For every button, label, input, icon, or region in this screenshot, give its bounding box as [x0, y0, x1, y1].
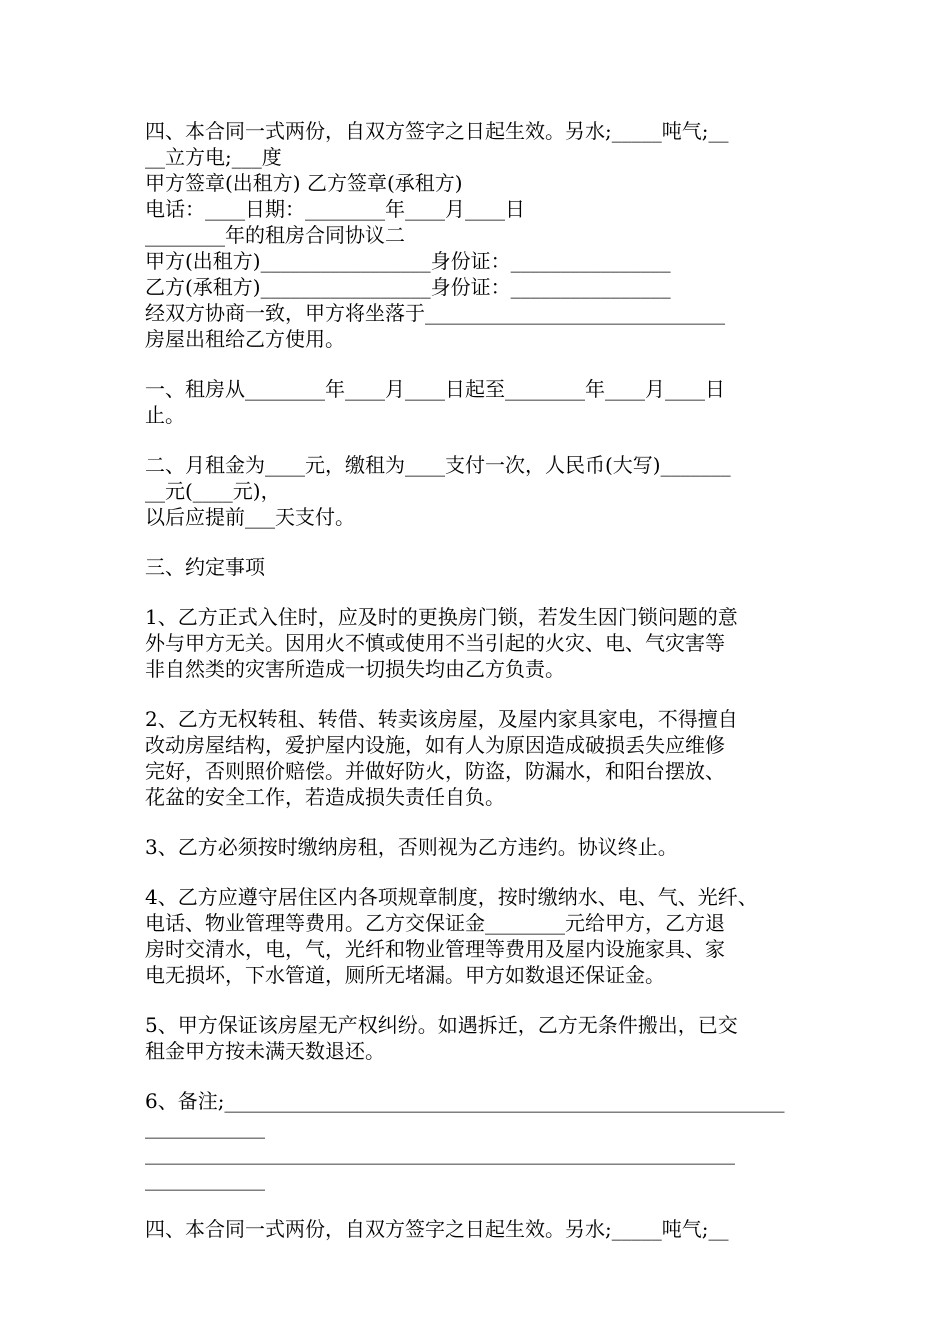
paragraph-gap — [145, 428, 815, 452]
text-line: 甲方签章(出租方) 乙方签章(承租方) — [145, 171, 463, 195]
text-line: 乙方(承租方)_________________身份证：________________ — [145, 275, 671, 299]
text-line: 改动房屋结构，爱护屋内设施，如有人为原因造成破损丢失应维修 — [145, 733, 725, 757]
text-line: 甲方(出租方)_________________身份证：________________ — [145, 249, 671, 273]
text-line: ________年的租房合同协议二 — [145, 223, 405, 247]
text-line: 6、备注;________________________________________________________ — [145, 1089, 785, 1113]
text-line: ____________ — [145, 1167, 265, 1191]
text-line: ___________________________________________________________ — [145, 1141, 735, 1165]
text-line: 租金甲方按未满天数退还。 — [145, 1039, 385, 1063]
text-line: 2、乙方无权转租、转借、转卖该房屋，及屋内家具家电，不得擅自 — [145, 707, 738, 731]
paragraph-gap — [145, 530, 815, 554]
paragraph-gap — [145, 1192, 815, 1216]
paragraph-gap — [145, 580, 815, 604]
text-line: __元(____元)， — [145, 479, 281, 503]
paragraph-gap — [145, 352, 815, 376]
text-line: __立方电;___度 — [145, 145, 282, 169]
text-line: 3、乙方必须按时缴纳房租，否则视为乙方违约。协议终止。 — [145, 835, 678, 859]
paragraph-gap — [145, 810, 815, 834]
text-line: 房屋出租给乙方使用。 — [145, 327, 345, 351]
text-line: 5、甲方保证该房屋无产权纠纷。如遇拆迁，乙方无条件搬出，已交 — [145, 1013, 738, 1037]
paragraph-gap — [145, 988, 815, 1012]
text-line: 外与甲方无关。因用火不慎或使用不当引起的火灾、电、气灾害等 — [145, 631, 725, 655]
text-line: 花盆的安全工作，若造成损失责任自负。 — [145, 785, 505, 809]
text-line: 电无损坏，下水管道，厕所无堵漏。甲方如数退还保证金。 — [145, 963, 665, 987]
text-line: ____________ — [145, 1115, 265, 1139]
text-line: 二、月租金为____元，缴租为____支付一次，人民币(大写)_______ — [145, 453, 731, 477]
text-line: 非自然类的灾害所造成一切损失均由乙方负责。 — [145, 657, 565, 681]
document-body — [145, 118, 815, 1242]
text-line: 止。 — [145, 403, 185, 427]
text-line: 1、乙方正式入住时，应及时的更换房门锁，若发生因门锁问题的意 — [145, 605, 738, 629]
text-line: 完好，否则照价赔偿。并做好防火，防盗，防漏水，和阳台摆放、 — [145, 759, 725, 783]
paragraph-gap — [145, 1064, 815, 1088]
text-line: 电话：____日期：________年____月____日 — [145, 197, 525, 221]
paragraph-gap — [145, 682, 815, 706]
text-line: 一、租房从________年____月____日起至________年____月____日 — [145, 377, 725, 401]
text-line: 4、乙方应遵守居住区内各项规章制度，按时缴纳水、电、气、光纤、 — [145, 885, 758, 909]
paragraph-gap — [145, 860, 815, 884]
text-line: 房时交清水，电，气，光纤和物业管理等费用及屋内设施家具、家 — [145, 937, 725, 961]
text-line: 四、本合同一式两份，自双方签字之日起生效。另水;_____吨气;__ — [145, 119, 729, 143]
text-line: 四、本合同一式两份，自双方签字之日起生效。另水;_____吨气;__ — [145, 1217, 729, 1241]
text-line: 经双方协商一致，甲方将坐落于______________________________ — [145, 301, 725, 325]
text-line: 以后应提前___天支付。 — [145, 505, 355, 529]
text-line: 三、约定事项 — [145, 555, 265, 579]
text-line: 电话、物业管理等费用。乙方交保证金________元给甲方，乙方退 — [145, 911, 725, 935]
